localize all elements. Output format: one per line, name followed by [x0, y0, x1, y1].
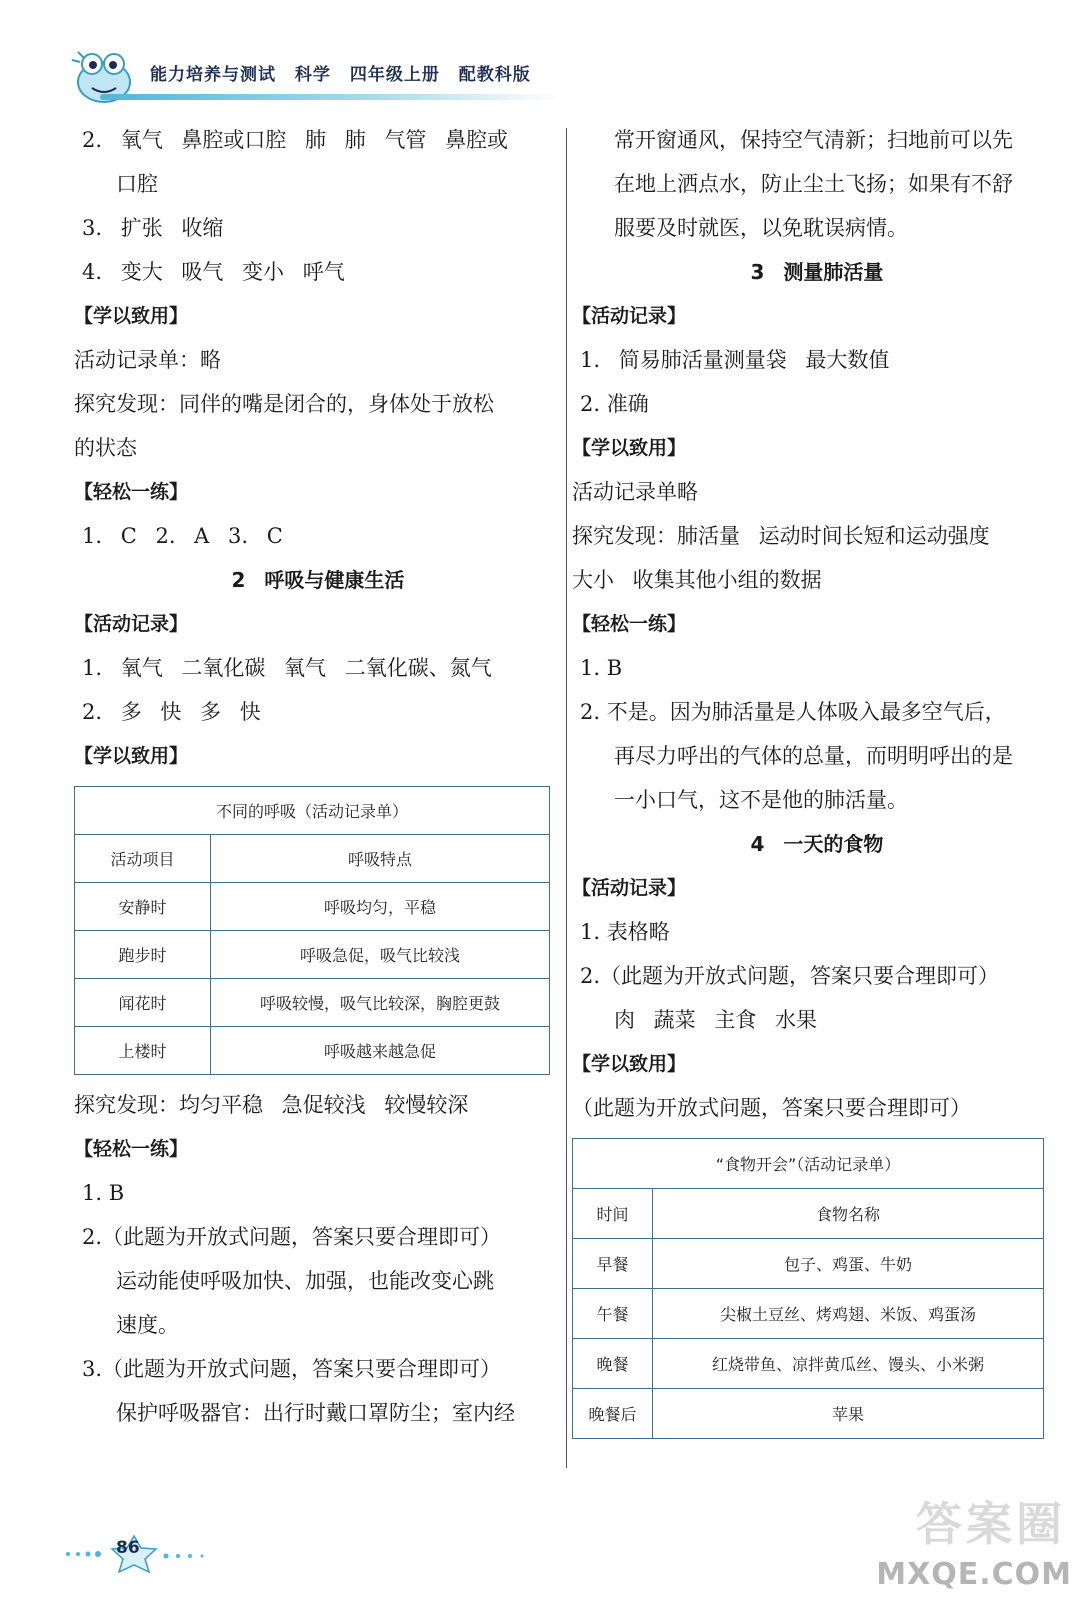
- table-cell: 安静时: [75, 883, 211, 931]
- table-row: [75, 979, 550, 1027]
- table-row: [573, 1339, 1044, 1389]
- answer-line: 活动记录单：略: [74, 348, 221, 372]
- lesson-title: 4 一天的食物: [750, 832, 884, 856]
- section-heading: 【学以致用】: [74, 745, 189, 767]
- table-header-cell: 食物名称: [653, 1189, 1044, 1239]
- table-cell: 早餐: [573, 1239, 653, 1289]
- section-heading: 【学以致用】: [572, 437, 687, 459]
- answer-line: 1. B: [580, 656, 623, 680]
- answer-line: 口腔: [116, 172, 158, 196]
- table-cell: 呼吸较慢，吸气比较深，胸腔更鼓: [211, 979, 550, 1027]
- section-heading: 【轻松一练】: [74, 481, 189, 503]
- answer-line: 1. 简易肺活量测量袋 最大数值: [580, 348, 890, 372]
- answer-line: 的状态: [74, 436, 137, 460]
- table-row: [573, 1289, 1044, 1339]
- book-title: 能力培养与测试 科学 四年级上册 配教科版: [150, 65, 531, 85]
- lesson-title: 2 呼吸与健康生活: [231, 568, 405, 592]
- table-header-cell: 活动项目: [75, 835, 211, 883]
- section-heading: 【学以致用】: [74, 305, 189, 327]
- answer-line: 大小 收集其他小组的数据: [572, 568, 822, 592]
- answer-line: 2.（此题为开放式问题，答案只要合理即可）: [82, 1225, 502, 1249]
- table-row: [75, 931, 550, 979]
- page-header: [60, 38, 560, 106]
- answer-line: 1. B: [82, 1181, 125, 1205]
- table-cell: 上楼时: [75, 1027, 211, 1075]
- section-heading: 【学以致用】: [572, 1053, 687, 1075]
- table-header-row: [75, 835, 550, 883]
- table-cell: 包子、鸡蛋、牛奶: [653, 1239, 1044, 1289]
- table-row: [75, 883, 550, 931]
- table-cell: 晚餐: [573, 1339, 653, 1389]
- table-cell: 呼吸越来越急促: [211, 1027, 550, 1075]
- table-row: [573, 1389, 1044, 1439]
- page-footer: [62, 1534, 222, 1574]
- answer-line: 4. 变大 吸气 变小 呼气: [82, 260, 345, 284]
- breathing-record-table: [74, 786, 550, 1075]
- answer-line: 2. 准确: [580, 392, 649, 416]
- table-caption: 不同的呼吸（活动记录单）: [75, 787, 550, 835]
- answer-line: 1. C 2. A 3. C: [82, 524, 283, 548]
- table-cell: 呼吸均匀，平稳: [211, 883, 550, 931]
- section-heading: 【活动记录】: [572, 877, 687, 899]
- section-heading: 【活动记录】: [572, 305, 687, 327]
- table-row: [573, 1239, 1044, 1289]
- section-heading: 【轻松一练】: [572, 613, 687, 635]
- answer-line: 3.（此题为开放式问题，答案只要合理即可）: [82, 1357, 502, 1381]
- watermark-url: MXQE.COM: [876, 1557, 1072, 1592]
- answer-line: 1. 表格略: [580, 920, 670, 944]
- answer-line: （此题为开放式问题，答案只要合理即可）: [572, 1096, 971, 1120]
- table-header-cell: 呼吸特点: [211, 835, 550, 883]
- table-cell: 红烧带鱼、凉拌黄瓜丝、馒头、小米粥: [653, 1339, 1044, 1389]
- answer-line: 探究发现：肺活量 运动时间长短和运动强度: [572, 524, 990, 548]
- table-cell: 呼吸急促，吸气比较浅: [211, 931, 550, 979]
- table-cell: 苹果: [653, 1389, 1044, 1439]
- table-header-cell: 时间: [573, 1189, 653, 1239]
- answer-line: 肉 蔬菜 主食 水果: [614, 1008, 818, 1032]
- answer-line: 3. 扩张 收缩: [82, 216, 224, 240]
- answer-line: 探究发现：同伴的嘴是闭合的，身体处于放松: [74, 392, 494, 416]
- table-cell: 尖椒土豆丝、烤鸡翅、米饭、鸡蛋汤: [653, 1289, 1044, 1339]
- food-record-table: [572, 1138, 1044, 1439]
- table-header-row: [573, 1189, 1044, 1239]
- section-heading: 【轻松一练】: [74, 1138, 189, 1160]
- answer-line: 2. 多 快 多 快: [82, 700, 261, 724]
- answer-line: 运动能使呼吸加快、加强，也能改变心跳: [116, 1269, 494, 1293]
- answer-line: 2. 氧气 鼻腔或口腔 肺 肺 气管 鼻腔或: [82, 128, 509, 152]
- answer-line: 常开窗通风，保持空气清新；扫地前可以先: [614, 128, 1013, 152]
- answer-line: 探究发现：均匀平稳 急促较浅 较慢较深: [74, 1093, 469, 1117]
- watermark-text: 答案圈: [916, 1497, 1066, 1551]
- answer-line: 再尽力呼出的气体的总量，而明明呼出的是: [614, 744, 1013, 768]
- page-number: 86: [116, 1538, 140, 1558]
- header-rule: [100, 94, 560, 100]
- answer-line: 2. 不是。因为肺活量是人体吸入最多空气后，: [580, 700, 1006, 724]
- left-column: [74, 118, 562, 1435]
- lesson-title: 3 测量肺活量: [750, 260, 884, 284]
- answer-line: 活动记录单略: [572, 480, 698, 504]
- table-cell: 闻花时: [75, 979, 211, 1027]
- section-heading: 【活动记录】: [74, 613, 189, 635]
- answer-line: 服要及时就医，以免耽误病情。: [614, 216, 908, 240]
- right-column: [572, 118, 1062, 1447]
- table-cell: 晚餐后: [573, 1389, 653, 1439]
- table-caption: “食物开会”（活动记录单）: [573, 1139, 1044, 1189]
- column-divider: [566, 128, 567, 1468]
- answer-line: 速度。: [116, 1313, 179, 1337]
- answer-line: 一小口气，这不是他的肺活量。: [614, 788, 908, 812]
- answer-line: 2.（此题为开放式问题，答案只要合理即可）: [580, 964, 1000, 988]
- table-cell: 跑步时: [75, 931, 211, 979]
- table-row: [75, 1027, 550, 1075]
- table-cell: 午餐: [573, 1289, 653, 1339]
- answer-line: 在地上洒点水，防止尘土飞扬；如果有不舒: [614, 172, 1013, 196]
- answer-line: 1. 氧气 二氧化碳 氧气 二氧化碳、氮气: [82, 656, 492, 680]
- answer-line: 保护呼吸器官：出行时戴口罩防尘；室内经: [116, 1401, 515, 1425]
